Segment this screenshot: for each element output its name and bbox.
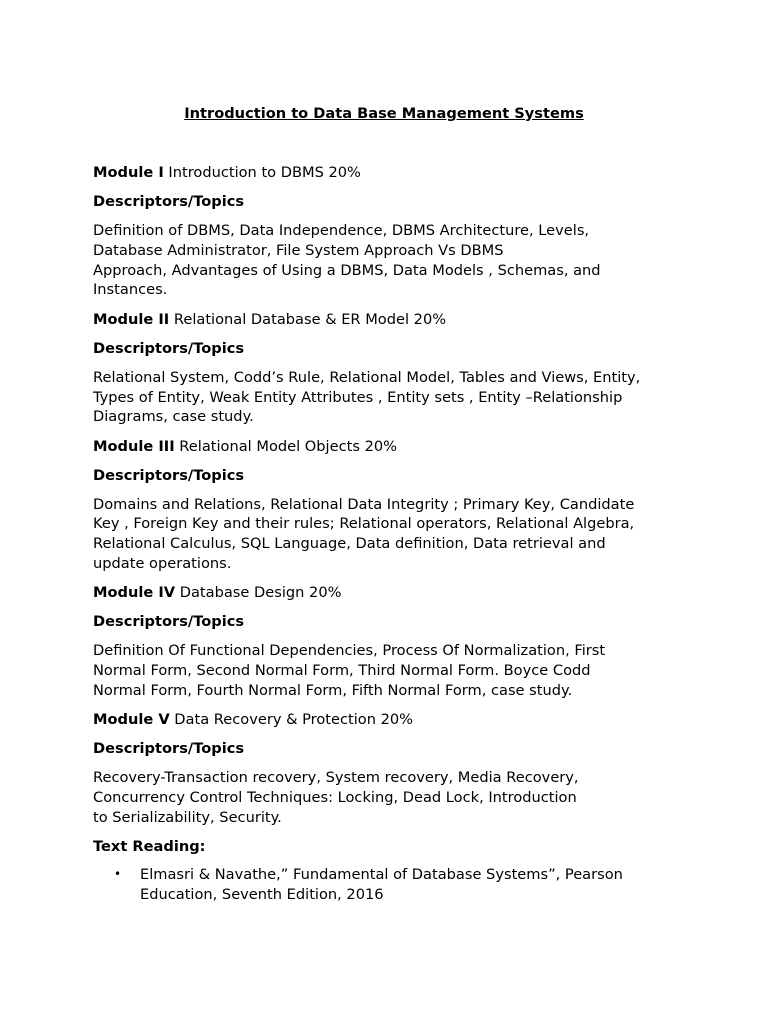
document-body — [93, 163, 683, 904]
topic-line: Definition Of Functional Dependencies, Process Of Normalization, First — [93, 642, 606, 660]
descriptors-heading: Descriptors/Topics — [93, 193, 245, 211]
module-heading — [93, 583, 683, 603]
topic-line: Relational System, Codd’s Rule, Relational Model, Tables and Views, Entity, — [93, 368, 641, 386]
reading-line: Elmasri & Navathe,” Fundamental of Database Systems”, Pearson — [140, 866, 623, 884]
module-heading — [93, 310, 683, 330]
module-section — [93, 583, 683, 700]
module-label: Module V — [93, 711, 170, 728]
module-section — [93, 310, 683, 427]
topic-line: to Serializability, Security. — [93, 808, 282, 826]
topics-paragraph — [93, 768, 683, 827]
module-label: Module I — [93, 164, 164, 181]
topic-line: update operations. — [93, 554, 232, 572]
topic-line: Diagrams, case study. — [93, 408, 254, 426]
module-label: Module III — [93, 437, 175, 455]
text-reading-heading: Text Reading: — [93, 837, 206, 855]
topic-line: Instances. — [93, 281, 168, 299]
text-reading-section — [93, 837, 683, 904]
module-section — [93, 710, 683, 827]
topics-paragraph — [93, 641, 683, 700]
descriptors-heading: Descriptors/Topics — [93, 613, 245, 631]
topics-paragraph — [93, 495, 683, 573]
module-heading — [93, 710, 683, 730]
module-label: Module II — [93, 310, 170, 328]
topic-line: Approach, Advantages of Using a DBMS, Data Models , Schemas, and — [93, 261, 601, 279]
topic-line: Types of Entity, Weak Entity Attributes , Entity sets , Entity –Relationship — [93, 388, 623, 406]
module-title: Data Recovery & Protection 20% — [169, 711, 414, 728]
descriptors-heading: Descriptors/Topics — [93, 740, 245, 758]
module-label: Module IV — [93, 584, 176, 602]
topic-line: Domains and Relations, Relational Data Integrity ; Primary Key, Candidate — [93, 495, 635, 513]
module-title: Database Design 20% — [175, 584, 342, 602]
module-section — [93, 163, 683, 300]
topic-line: Concurrency Control Techniques: Locking, Dead Lock, Introduction — [93, 788, 577, 806]
topic-line: Normal Form, Fourth Normal Form, Fifth Normal Form, case study. — [93, 681, 573, 699]
module-heading — [93, 437, 683, 457]
module-title: Relational Model Objects 20% — [174, 437, 398, 455]
topics-paragraph — [93, 221, 683, 299]
module-section — [93, 437, 683, 574]
reading-line: Education, Seventh Edition, 2016 — [140, 885, 384, 903]
bullet-icon: • — [114, 867, 122, 882]
topics-paragraph — [93, 368, 683, 427]
topic-line: Database Administrator, File System Approach Vs DBMS — [93, 241, 504, 259]
topic-line: Relational Calculus, SQL Language, Data definition, Data retrieval and — [93, 535, 606, 553]
list-item — [93, 865, 683, 904]
descriptors-heading: Descriptors/Topics — [93, 466, 245, 484]
document-title: Introduction to Data Base Management Systems — [184, 105, 584, 122]
reading-list — [93, 865, 683, 904]
topic-line: Recovery-Transaction recovery, System recovery, Media Recovery, — [93, 769, 579, 787]
topic-line: Key , Foreign Key and their rules; Relational operators, Relational Algebra, — [93, 515, 635, 533]
descriptors-heading: Descriptors/Topics — [93, 339, 245, 357]
topic-line: Definition of DBMS, Data Independence, DBMS Architecture, Levels, — [93, 222, 590, 240]
topic-line: Normal Form, Second Normal Form, Third Normal Form. Boyce Codd — [93, 662, 591, 680]
module-title: Introduction to DBMS 20% — [163, 164, 361, 181]
module-heading — [93, 163, 683, 183]
module-title: Relational Database & ER Model 20% — [169, 310, 447, 328]
